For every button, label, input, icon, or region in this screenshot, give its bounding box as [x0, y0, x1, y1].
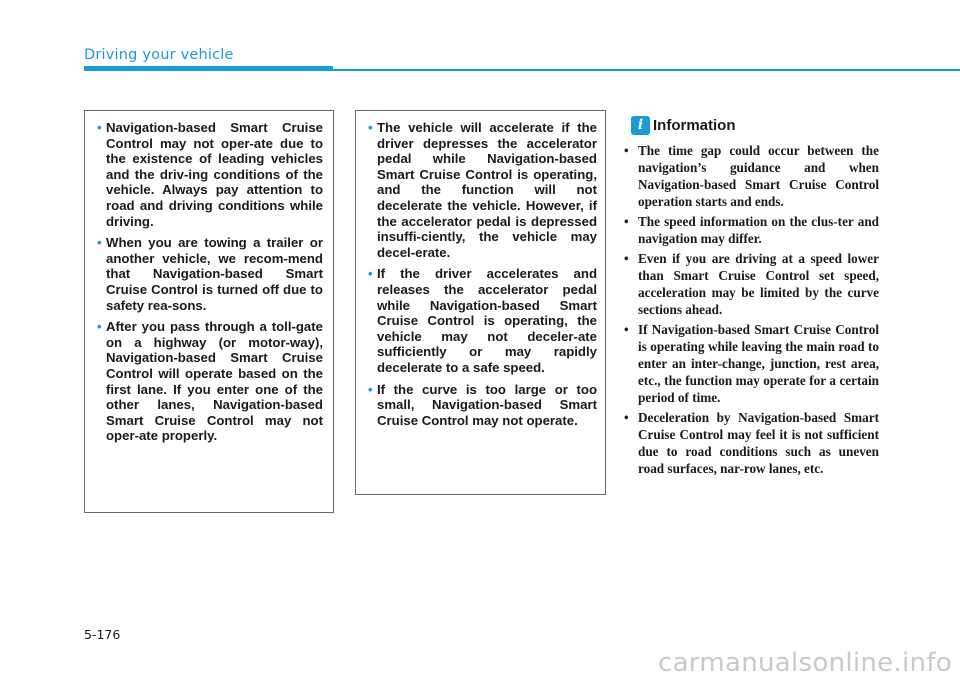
information-text: Deceleration by Navigation-based Smart Cruise Control may feel it is not sufficient due to road conditions such as uneven road surfaces, nar-row lanes, etc. — [638, 410, 879, 476]
information-title: Information — [653, 117, 736, 134]
warning-text: The vehicle will accelerate if the driver depresses the accelerator pedal while Navigation-based Smart Cruise Control is operating, and the function will not decelerate the vehicle. However, if the accelerator pedal is depressed insuffi-ciently, the vehicle may decel-erate. — [377, 120, 597, 260]
bullet-icon: • — [97, 120, 102, 135]
warning-text: If the driver accelerates and releases the accelerator pedal while Navigation-based Smart Cruise Control is operating, the vehicle may not deceler-ate sufficiently or may rapidly decelerate to a safe speed. — [377, 266, 597, 375]
header-rule-thin — [333, 69, 960, 71]
bullet-icon: • — [368, 120, 373, 135]
warning-item — [97, 319, 323, 444]
information-item — [624, 142, 879, 210]
bullet-icon: • — [624, 251, 629, 266]
warning-text: Navigation-based Smart Cruise Control may not oper-ate due to the existence of leading vehicles and the driv-ing conditions of the vehicle. Always pay attention to road and driving conditions while driving. — [106, 120, 323, 229]
bullet-icon: • — [97, 235, 102, 251]
info-icon: i — [631, 116, 650, 135]
bullet-icon: • — [624, 410, 629, 425]
information-list — [624, 142, 879, 480]
page-number: 5-176 — [84, 627, 121, 642]
information-text: Even if you are driving at a speed lower than Smart Cruise Control set speed, acceleration may be limited by the curve sections ahead. — [638, 251, 879, 317]
warning-list-left — [97, 120, 323, 444]
warning-item — [368, 266, 597, 375]
warning-box-left — [84, 110, 334, 513]
bullet-icon: • — [624, 143, 629, 158]
bullet-icon: • — [97, 319, 102, 335]
bullet-icon: • — [624, 214, 629, 229]
information-item — [624, 250, 879, 318]
watermark: carmanualsonline.info — [657, 648, 952, 678]
information-text: The speed information on the clus-ter and navigation may differ. — [638, 214, 879, 246]
information-text: If Navigation-based Smart Cruise Control is operating while leaving the main road to enter an inter-change, junction, rest area, etc., the function may operate for a certain period of time. — [638, 322, 879, 405]
information-text: The time gap could occur between the navigation’s guidance and when Navigation-based Smart Cruise Control operation starts and ends. — [638, 143, 879, 209]
section-title: Driving your vehicle — [84, 47, 234, 63]
warning-text: If the curve is too large or too small, Navigation-based Smart Cruise Control may not operate. — [377, 381, 597, 428]
warning-text: When you are towing a trailer or another vehicle, we recom-mend that Navigation-based Smart Cruise Control is turned off due to safety rea-sons. — [106, 235, 323, 313]
warning-item — [368, 120, 597, 260]
warning-box-middle — [355, 110, 606, 495]
bullet-icon: • — [624, 322, 629, 337]
information-item — [624, 213, 879, 247]
header-rule-thick — [84, 66, 333, 71]
warning-item — [368, 382, 597, 429]
information-item — [624, 321, 879, 406]
warning-item — [97, 235, 323, 313]
information-item — [624, 409, 879, 477]
warning-text: After you pass through a toll-gate on a highway (or motor-way), Navigation-based Smart Cruise Control will operate based on the first lane. If you enter one of the other lanes, Navigation-based Smart Cruise Control may not oper-ate properly. — [106, 319, 323, 444]
bullet-icon: • — [368, 381, 373, 397]
warning-list-middle — [368, 120, 597, 428]
bullet-icon: • — [368, 266, 373, 282]
warning-item — [97, 120, 323, 229]
